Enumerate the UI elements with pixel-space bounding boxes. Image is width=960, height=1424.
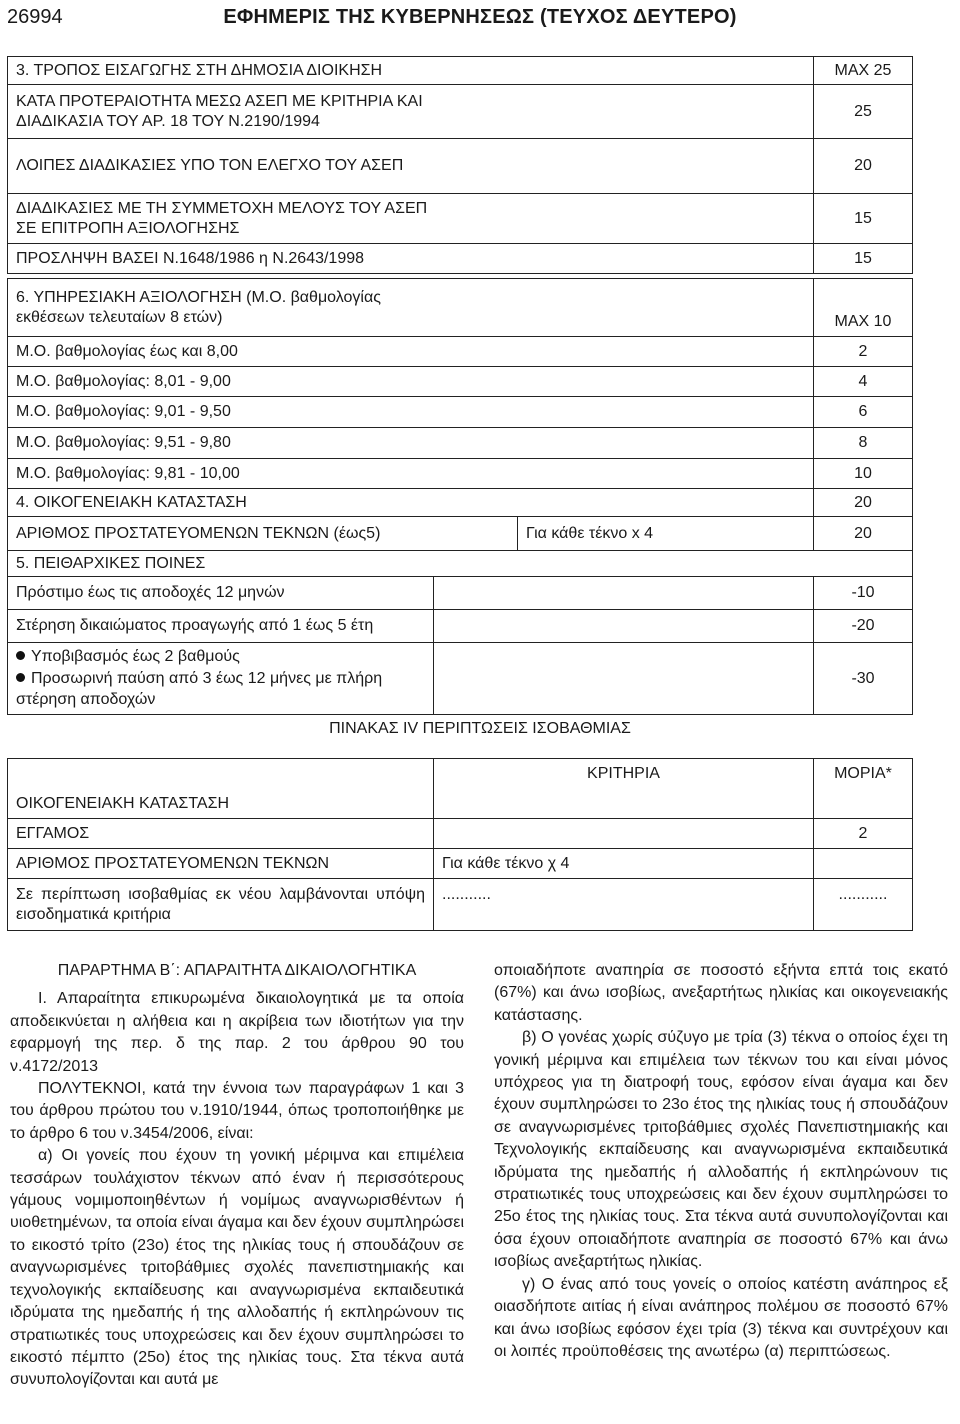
row-label: ΑΡΙΘΜΟΣ ΠΡΟΣΤΑΤΕΥΟΜΕΝΩΝ ΤΕΚΝΩΝ [8, 849, 434, 879]
row-label: 3. ΤΡΟΠΟΣ ΕΙΣΑΓΩΓΗΣ ΣΤΗ ΔΗΜΟΣΙΑ ΔΙΟΙΚΗΣΗ [8, 57, 814, 85]
row-value: 20 [814, 139, 913, 194]
table-section-5 [7, 550, 913, 715]
table-row [8, 819, 913, 849]
row-empty-cell [434, 610, 814, 643]
table-row [8, 577, 913, 610]
bullet-text: Υποβιβασμός έως 2 βαθμούς [31, 648, 240, 666]
table-iv [7, 758, 913, 931]
paragraph: β) Ο γονέας χωρίς σύζυγο με τρία (3) τέκνα ο οποίος έχει τη γονική μέριμνα και επιμέλεια των τέκνων του και είναι μόνος υπόχρεος για τη διατροφή τους, εφόσον είναι άγαμα και δεν έχουν συμπληρώσει το 23ο έτος της ηλικίας τους ή σπουδάζουν σε αναγνωρισμένες τριτοβάθμιες σχολές Πανεπιστημιακής και Τεχνολογικής εκπαίδευσης και αναγνωρισμένα εκπαιδευτικά ιδρύματα της ημεδαπής ή αλλοδαπής ή εκπληρώνουν τις στρατιωτικές τους υποχρεώσεις και δεν έχουν συμπληρώσει το 25ο έτος της ηλικίας τους. Στα τέκνα αυτά συνυπολογίζονται και όσα έχουν οποιαδήποτε αναπηρία σε ποσοστό 67% και άνω ισοβίως ανεξαρτήτως ηλικίας. [494, 1029, 948, 1271]
row-value: 4 [814, 367, 913, 397]
row-value: 25 [814, 85, 913, 139]
paragraph: οποιαδήποτε αναπηρία σε ποσοστό εξήντα επτά τοις εκατό (67%) και άνω ισοβίως, ανεξαρτήτως ηλικίας και οικογενειακής κατάστασης. [494, 962, 948, 1024]
right-column [494, 960, 948, 1363]
row-value: -20 [814, 610, 913, 643]
table-row [8, 337, 913, 367]
row-label: 5. ΠΕΙΘΑΡΧΙΚΕΣ ΠΟΙΝΕΣ [8, 551, 913, 577]
row-empty-cell [434, 577, 814, 610]
bullet-line [16, 668, 425, 690]
row-value: ΜΑΧ 25 [814, 57, 913, 85]
page-header [7, 2, 953, 36]
table-row [8, 517, 913, 551]
table-row [8, 489, 913, 517]
row-label: Μ.Ο. βαθμολογίας: 9,51 - 9,80 [8, 428, 814, 459]
table-row [8, 194, 913, 244]
row-label: Μ.Ο. βαθμολογίας έως και 8,00 [8, 337, 814, 367]
table-row [8, 551, 913, 577]
table-row [8, 244, 913, 274]
row-mid: Για κάθε τέκνο χ 4 [434, 849, 814, 879]
row-value: 20 [814, 489, 913, 517]
row-value: 2 [814, 819, 913, 849]
paragraph: Ι. Απαραίτητα επικυρωμένα δικαιολογητικά με τα οποία αποδεικνύεται η αλήθεια και η ακρίβεια των ιδιοτήτων για την εφαρμογή της περ. δ της παρ. 2 του άρθρου 90 του ν.4172/2013 [10, 990, 464, 1075]
row-value: 8 [814, 428, 913, 459]
row-mid: ........... [434, 879, 814, 931]
row-value: 20 [814, 517, 913, 551]
row-label [8, 643, 434, 715]
row-value: 10 [814, 459, 913, 489]
table-row [8, 879, 913, 931]
page-number: 26994 [7, 6, 63, 28]
paragraph: ΠΟΛΥΤΕΚΝΟΙ, κατά την έννοια των παραγράφων 1 και 3 του άρθρου πρώτου του ν.1910/1944, όπως τροποποιήθηκε με το άρθρο 6 του ν.3454/2006, είναι: [10, 1080, 464, 1142]
table-row [8, 643, 913, 715]
paragraph: γ) Ο ένας από τους γονείς ο οποίος κατέστη ανάπηρος εξ οιασδήποτε αιτίας ή είναι ανάπηρος πολέμου σε ποσοστό 67% και άνω ισοβίως εφόσον έχει τρία (3) τέκνα και συντρέχουν και οι λοιπές προϋποθέσεις της ανωτέρω (α) περιπτώσεως. [494, 1275, 948, 1360]
row-empty-cell [814, 849, 913, 879]
row-label: 4. ΟΙΚΟΓΕΝΕΙΑΚΗ ΚΑΤΑΣΤΑΣΗ [8, 489, 814, 517]
row-label: Στέρηση δικαιώματος προαγωγής από 1 έως 5 έτη [8, 610, 434, 643]
bullet-icon [16, 673, 25, 682]
row-label: ΕΓΓΑΜΟΣ [8, 819, 434, 849]
row-empty-cell [434, 819, 814, 849]
table-row [8, 139, 913, 194]
row-value: 15 [814, 194, 913, 244]
bullet-text: Προσωρινή παύση από 3 έως 12 μήνες με πλήρη [31, 669, 383, 687]
row-label: Πρόστιμο έως τις αποδοχές 12 μηνών [8, 577, 434, 610]
table-row [8, 610, 913, 643]
row-label: Σε περίπτωση ισοβαθμίας εκ νέου λαμβάνονται υπόψη εισοδηματικά κριτήρια [8, 879, 434, 931]
table-row [8, 428, 913, 459]
table-iv-title: ΠΙΝΑΚΑΣ IV ΠΕΡΙΠΤΩΣΕΙΣ ΙΣΟΒΑΘΜΙΑΣ [329, 720, 631, 737]
row-label: Μ.Ο. βαθμολογίας: 9,81 - 10,00 [8, 459, 814, 489]
row-value: 6 [814, 397, 913, 428]
table-row [8, 57, 913, 85]
table-row [8, 397, 913, 428]
row-value: -10 [814, 577, 913, 610]
row-value: -30 [814, 643, 913, 715]
row-empty-cell [814, 789, 913, 819]
gazette-title: ΕΦΗΜΕΡΙΣ ΤΗΣ ΚΥΒΕΡΝΗΣΕΩΣ (ΤΕΥΧΟΣ ΔΕΥΤΕΡΟ) [223, 6, 737, 28]
row-value: ΜΑΧ 10 [814, 279, 913, 337]
row-label: ΠΡΟΣΛΗΨΗ ΒΑΣΕΙ Ν.1648/1986 η Ν.2643/1998 [8, 244, 814, 274]
annex-heading: ΠΑΡΑΡΤΗΜΑ Β΄: ΑΠΑΡΑΙΤΗΤΑ ΔΙΚΑΙΟΛΟΓΗΤΙΚΑ [57, 962, 417, 979]
row-empty-cell [434, 643, 814, 715]
table-section-3 [7, 56, 913, 274]
bullet-icon [16, 651, 25, 660]
row-value: 15 [814, 244, 913, 274]
left-column [10, 960, 464, 1392]
row-value: 2 [814, 337, 913, 367]
row-label: ΛΟΙΠΕΣ ΔΙΑΔΙΚΑΣΙΕΣ ΥΠΟ ΤΟΝ ΕΛΕΓΧΟ ΤΟΥ ΑΣΕΠ [8, 139, 814, 194]
table-section-6 [7, 278, 913, 489]
bullet-tail: στέρηση αποδοχών [16, 691, 156, 709]
criteria-header: ΚΡΙΤΗΡΙΑ [434, 759, 814, 789]
table-row [8, 849, 913, 879]
row-rule: Για κάθε τέκνο x 4 [518, 517, 814, 551]
bullet-line [16, 646, 425, 668]
table-row [8, 367, 913, 397]
table-row [8, 759, 913, 789]
row-empty-cell [434, 789, 814, 819]
row-value: ........... [814, 879, 913, 931]
row-label: Μ.Ο. βαθμολογίας: 9,01 - 9,50 [8, 397, 814, 428]
row-label: ΟΙΚΟΓΕΝΕΙΑΚΗ ΚΑΤΑΣΤΑΣΗ [8, 759, 434, 819]
row-label: Μ.Ο. βαθμολογίας: 8,01 - 9,00 [8, 367, 814, 397]
row-label: ΚΑΤΑ ΠΡΟΤΕΡΑΙΟΤΗΤΑ ΜΕΣΩ ΑΣΕΠ ΜΕ ΚΡΙΤΗΡΙΑ ΚΑΙ ΔΙΑΔΙΚΑΣΙΑ ΤΟΥ ΑΡ. 18 ΤΟΥ Ν.2190/1994 [8, 85, 814, 139]
paragraph: α) Οι γονείς που έχουν τη γονική μέριμνα και επιμέλεια τεσσάρων τουλάχιστον τέκνων από έναν ή περισσότερους γάμους νομιμοποιηθέντων ή νομίμως αναγνωρισθέντων ή υιοθετημένων, τα οποία είναι άγαμα και δεν έχουν συμπληρώσει το εικοστό τρίτο (23ο) έτος της ηλικίας τους ή σπουδάζουν σε αναγνωρισμένες τριτοβάθμιες σχολές πανεπιστημιακής και τεχνολογικής εκπαίδευσης και αναγνωρισμένα εκπαιδευτικά ιδρύματα της ημεδαπής ή της αλλοδαπής ή εκπληρώνουν τις στρατιωτικές τους υποχρεώσεις και δεν έχουν συμπληρώσει το εικοστό πέμπτο (25ο) έτος της ηλικίας τους. Στα τέκνα αυτά συνυπολογίζονται και αυτά με [10, 1147, 464, 1389]
points-header: ΜΟΡΙΑ* [814, 759, 913, 789]
table-section-4 [7, 488, 913, 551]
table-row [8, 279, 913, 337]
table-row [8, 85, 913, 139]
row-label: ΔΙΑΔΙΚΑΣΙΕΣ ΜΕ ΤΗ ΣΥΜΜΕΤΟΧΗ ΜΕΛΟΥΣ ΤΟΥ ΑΣΕΠ ΣΕ ΕΠΙΤΡΟΠΗ ΑΞΙΟΛΟΓΗΣΗΣ [8, 194, 814, 244]
row-label: 6. ΥΠΗΡΕΣΙΑΚΗ ΑΞΙΟΛΟΓΗΣΗ (Μ.Ο. βαθμολογίας εκθέσεων τελευταίων 8 ετών) [8, 279, 814, 337]
table-row [8, 459, 913, 489]
row-label: ΑΡΙΘΜΟΣ ΠΡΟΣΤΑΤΕΥΟΜΕΝΩΝ ΤΕΚΝΩΝ (έως5) [8, 517, 518, 551]
